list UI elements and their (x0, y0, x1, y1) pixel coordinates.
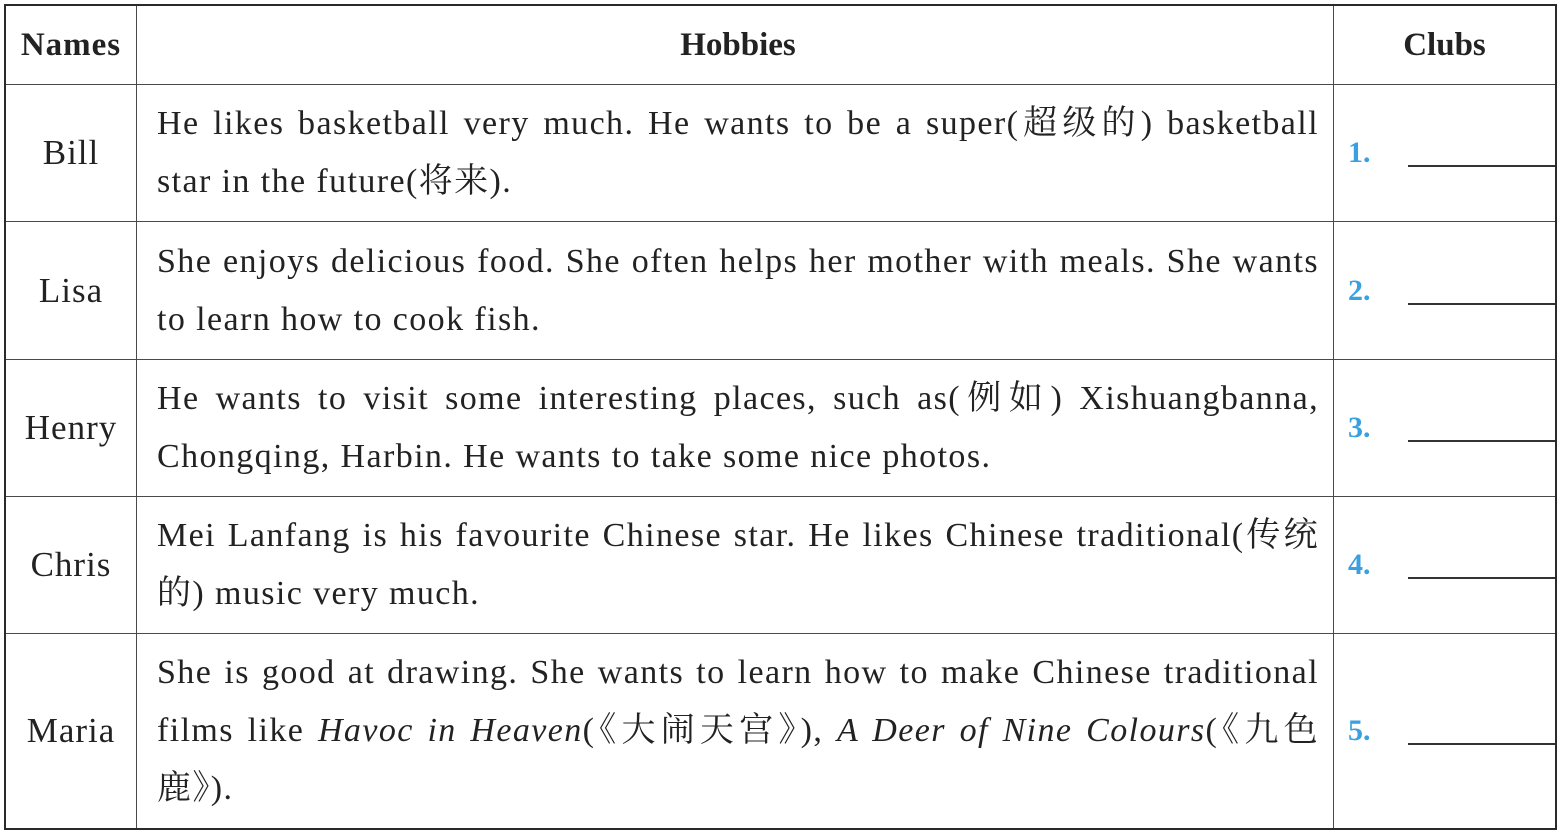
table-row (6, 85, 1555, 222)
hobby-cell (137, 222, 1334, 359)
film-title-havoc: Havoc in Heaven (317, 712, 583, 749)
answer-blank[interactable] (1408, 277, 1555, 305)
header-hobbies: Hobbies (137, 6, 1334, 84)
table-row (6, 497, 1555, 634)
header-names: Names (6, 6, 137, 84)
hobby-text: Mei Lanfang is his favourite Chinese star. He likes Chinese traditional(传统的) music very much. (157, 517, 1319, 612)
hobby-cell (137, 360, 1334, 496)
question-number: 2. (1348, 273, 1371, 307)
question-number: 5. (1348, 714, 1371, 747)
hobby-text-part: (《大闹天宫》), (582, 712, 838, 749)
hobby-text-part: She is good at drawing. She wants to learn how to make Chinese traditional films like (157, 654, 1319, 749)
answer-blank[interactable] (1408, 551, 1555, 579)
club-cell (1334, 222, 1555, 359)
question-number: 3. (1348, 411, 1371, 444)
name-cell: Henry (6, 360, 137, 496)
hobby-cell (137, 497, 1334, 633)
hobby-cell (137, 85, 1334, 221)
club-cell (1334, 634, 1555, 828)
answer-blank[interactable] (1408, 414, 1555, 442)
question-number: 1. (1348, 136, 1371, 169)
hobby-text: She enjoys delicious food. She often helps her mother with meals. She wants to learn how to cook fish. (157, 242, 1319, 338)
table-row (6, 634, 1555, 828)
name-cell: Maria (6, 634, 137, 828)
table-row (6, 222, 1555, 360)
header-row (6, 6, 1555, 85)
header-clubs: Clubs (1403, 26, 1486, 63)
hobby-text-part: (《九色鹿》). (157, 712, 1319, 807)
name-cell: Lisa (6, 222, 137, 359)
question-number: 4. (1348, 548, 1371, 581)
table-row (6, 360, 1555, 497)
club-cell (1334, 497, 1555, 633)
answer-blank[interactable] (1408, 139, 1555, 167)
hobby-text: He likes basketball very much. He wants to be a super(超级的) basketball star in the future(将来). (157, 105, 1319, 200)
name-cell: Chris (6, 497, 137, 633)
name-cell: Bill (6, 85, 137, 221)
hobby-text: He wants to visit some interesting places, such as(例如) Xishuangbanna, Chongqing, Harbin. He wants to take some nice photos. (157, 380, 1319, 475)
club-cell (1334, 360, 1555, 496)
answer-blank[interactable] (1408, 717, 1555, 745)
hobby-cell (137, 634, 1334, 828)
hobbies-clubs-table (4, 4, 1557, 830)
hobby-text (157, 644, 1319, 818)
club-cell (1334, 85, 1555, 221)
film-title-deer: A Deer of Nine Colours (837, 712, 1206, 749)
